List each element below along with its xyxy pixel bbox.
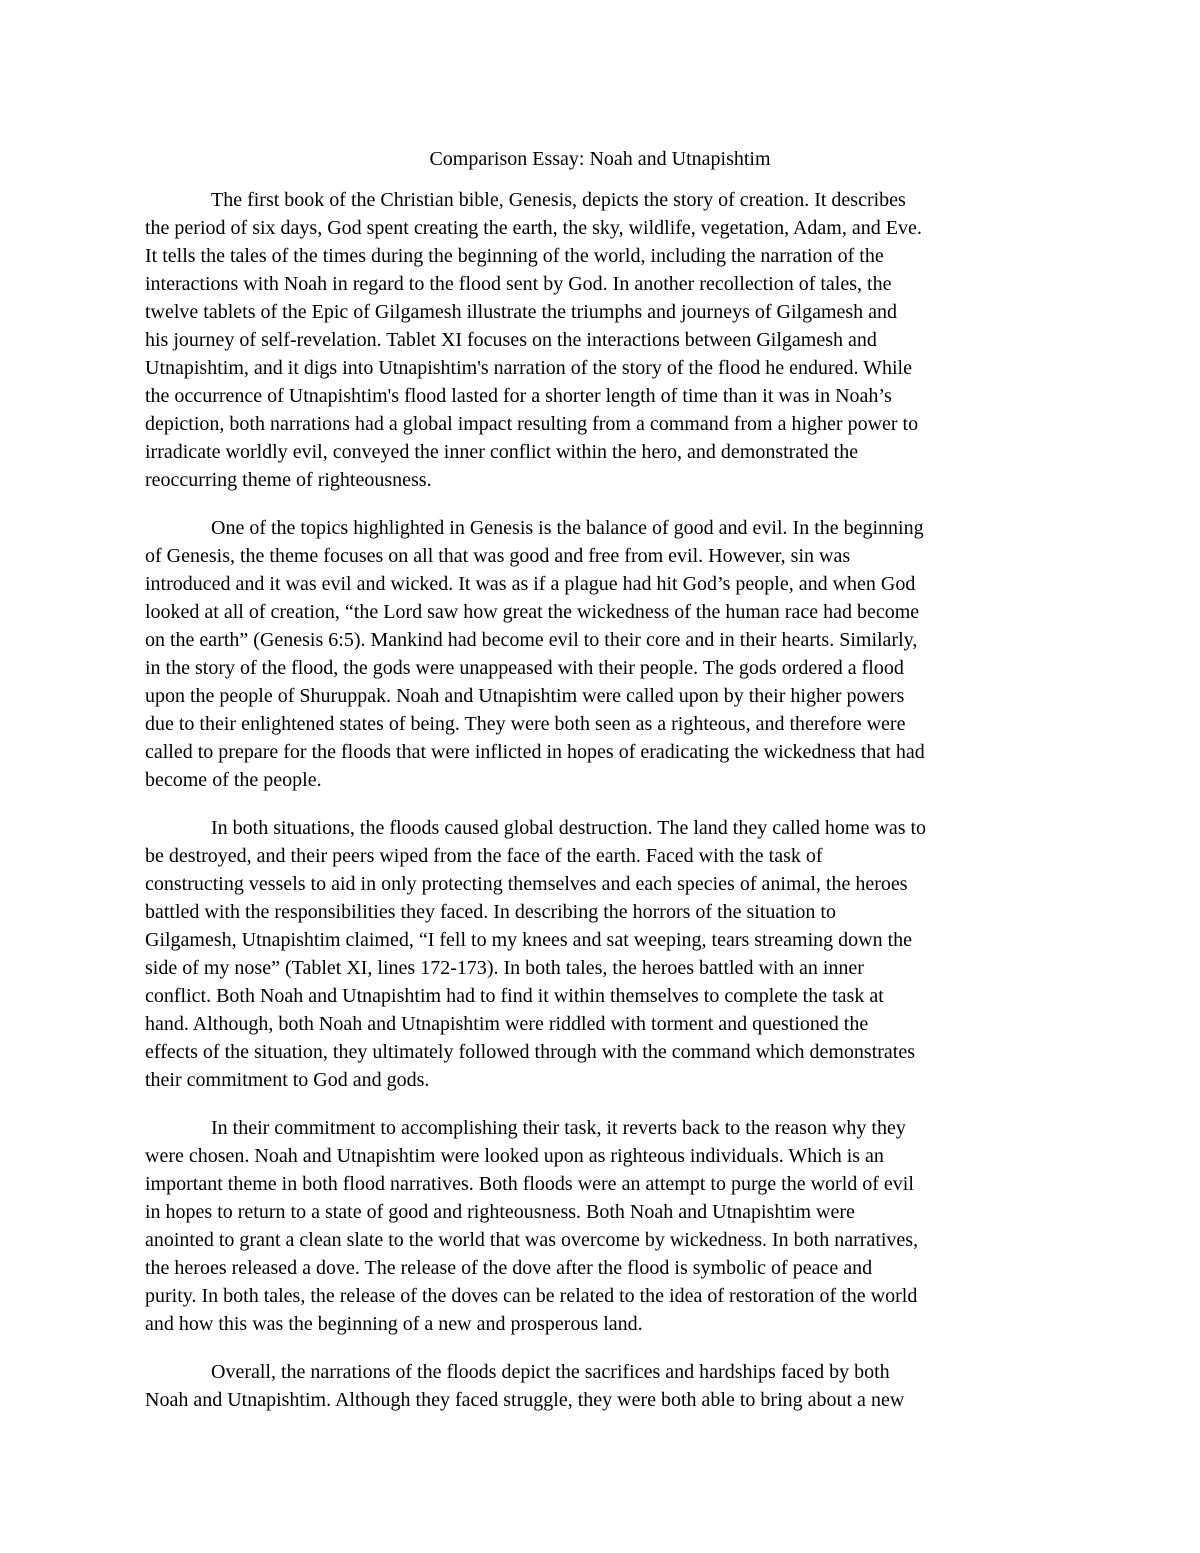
paragraph-line: One of the topics highlighted in Genesis is the balance of good and evil. In the beginning [211, 517, 924, 539]
paragraph-line: reoccurring theme of righteousness. [145, 469, 432, 491]
essay-paragraph-4 [145, 1114, 1055, 1338]
essay-paragraph-3 [145, 814, 1055, 1094]
paragraph-line: It tells the tales of the times during the beginning of the world, including the narration of the [145, 245, 884, 267]
paragraph-line: on the earth” (Genesis 6:5). Mankind had become evil to their core and in their hearts. Similarly, [145, 629, 918, 651]
paragraph-line: looked at all of creation, “the Lord saw how great the wickedness of the human race had become [145, 601, 920, 623]
paragraph-line: depiction, both narrations had a global impact resulting from a command from a higher power to [145, 413, 919, 435]
paragraph-line: side of my nose” (Tablet XI, lines 172-173). In both tales, the heroes battled with an inner [145, 957, 864, 979]
paragraph-line: In both situations, the floods caused global destruction. The land they called home was to [211, 817, 927, 839]
paragraph-line: anointed to grant a clean slate to the world that was overcome by wickedness. In both narratives, [145, 1229, 919, 1251]
paragraph-line: introduced and it was evil and wicked. It was as if a plague had hit God’s people, and when God [145, 573, 916, 595]
paragraph-line: conflict. Both Noah and Utnapishtim had to find it within themselves to complete the task at [145, 985, 884, 1007]
essay-paragraph-1 [145, 186, 1055, 494]
paragraph-line: battled with the responsibilities they faced. In describing the horrors of the situation to [145, 901, 836, 923]
paragraph-line: the heroes released a dove. The release of the dove after the flood is symbolic of peace and [145, 1257, 873, 1279]
essay-paragraph-2 [145, 514, 1055, 794]
paragraph-line: purity. In both tales, the release of the doves can be related to the idea of restoration of the world [145, 1285, 918, 1307]
paragraph-line: in hopes to return to a state of good and righteousness. Both Noah and Utnapishtim were [145, 1201, 855, 1223]
paragraph-line: important theme in both flood narratives. Both floods were an attempt to purge the world of evil [145, 1173, 914, 1195]
essay-body [145, 186, 1055, 1434]
paragraph-line: twelve tablets of the Epic of Gilgamesh illustrate the triumphs and journeys of Gilgamesh and [145, 301, 898, 323]
paragraph-line: The first book of the Christian bible, Genesis, depicts the story of creation. It describes [211, 189, 906, 211]
paragraph-line: their commitment to God and gods. [145, 1069, 430, 1091]
paragraph-line: the period of six days, God spent creating the earth, the sky, wildlife, vegetation, Adam, and Eve. [145, 217, 922, 239]
paragraph-line: irradicate worldly evil, conveyed the inner conflict within the hero, and demonstrated the [145, 441, 859, 463]
paragraph-line: become of the people. [145, 769, 322, 791]
paragraph-line: Noah and Utnapishtim. Although they faced struggle, they were both able to bring about a new [145, 1389, 905, 1411]
paragraph-line: were chosen. Noah and Utnapishtim were looked upon as righteous individuals. Which is an [145, 1145, 884, 1167]
paragraph-line: of Genesis, the theme focuses on all that was good and free from evil. However, sin was [145, 545, 851, 567]
paragraph-line: in the story of the flood, the gods were unappeased with their people. The gods ordered a flood [145, 657, 904, 679]
paragraph-line: effects of the situation, they ultimately followed through with the command which demonstrates [145, 1041, 916, 1063]
paragraph-line: and how this was the beginning of a new and prosperous land. [145, 1313, 643, 1335]
paragraph-line: Gilgamesh, Utnapishtim claimed, “I fell to my knees and sat weeping, tears streaming down the [145, 929, 913, 951]
paragraph-line: Overall, the narrations of the floods depict the sacrifices and hardships faced by both [211, 1361, 890, 1383]
paragraph-line: Utnapishtim, and it digs into Utnapishtim's narration of the story of the flood he endured. While [145, 357, 912, 379]
paragraph-line: upon the people of Shuruppak. Noah and Utnapishtim were called upon by their higher powers [145, 685, 905, 707]
paragraph-line: due to their enlightened states of being. They were both seen as a righteous, and therefore were [145, 713, 906, 735]
essay-title: Comparison Essay: Noah and Utnapishtim [429, 148, 771, 170]
paragraph-line: hand. Although, both Noah and Utnapishtim were riddled with torment and questioned the [145, 1013, 869, 1035]
essay-paragraph-5 [145, 1358, 1055, 1414]
paragraph-line: In their commitment to accomplishing their task, it reverts back to the reason why they [211, 1117, 906, 1139]
paragraph-line: interactions with Noah in regard to the flood sent by God. In another recollection of tales, the [145, 273, 892, 295]
paragraph-line: called to prepare for the floods that were inflicted in hopes of eradicating the wickedness that had [145, 741, 925, 763]
paragraph-line: the occurrence of Utnapishtim's flood lasted for a shorter length of time than it was in Noah’s [145, 385, 892, 407]
paragraph-line: his journey of self-revelation. Tablet XI focuses on the interactions between Gilgamesh and [145, 329, 877, 351]
paragraph-line: constructing vessels to aid in only protecting themselves and each species of animal, the heroes [145, 873, 908, 895]
paragraph-line: be destroyed, and their peers wiped from the face of the earth. Faced with the task of [145, 845, 823, 867]
